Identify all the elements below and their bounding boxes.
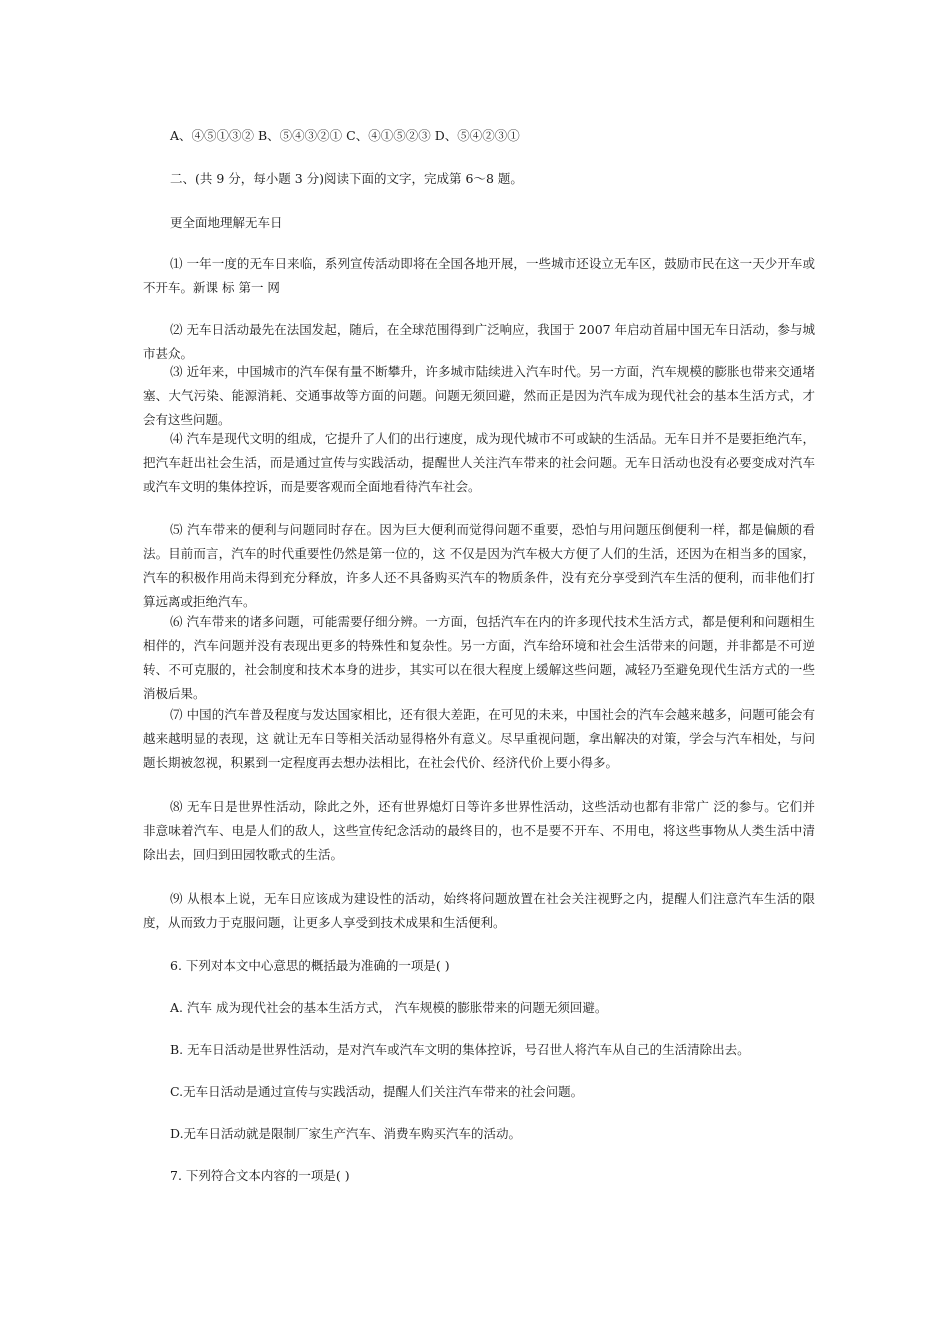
- answer-options-line: A、④⑤①③② B、⑤④③②① C、④①⑤②③ D、⑤④②③①: [170, 128, 520, 143]
- question-6: 6. 下列对本文中心意思的概括最为准确的一项是( ): [170, 958, 450, 973]
- paragraph-1: ⑴ 一年一度的无车日来临，系列宣传活动即将在全国各地开展，一些城市还设立无车区，鼓励市民在这一天少开车或不开车。新课 标 第一 网: [143, 256, 815, 295]
- section-heading: 二、(共 9 分，每小题 3 分)阅读下面的文字，完成第 6～8 题。: [170, 171, 523, 186]
- question-6-option-a: A. 汽车 成为现代社会的基本生活方式， 汽车规模的膨胀带来的问题无须回避。: [170, 1000, 608, 1015]
- question-6-option-c: C.无车日活动是通过宣传与实践活动，提醒人们关注汽车带来的社会问题。: [170, 1084, 584, 1099]
- article-title: 更全面地理解无车日: [170, 215, 283, 230]
- question-7: 7. 下列符合文本内容的一项是( ): [170, 1168, 350, 1183]
- paragraph-6: ⑹ 汽车带来的诸多问题，可能需要仔细分辨。一方面，包括汽车在内的许多现代技术生活方式，都是便利和问题相生相伴的，汽车问题并没有表现出更多的特殊性和复杂性。另一方面，汽车给环境和社会生活带来的问题，并非都是不可逆转、不可克服的，社会制度和技术本身的进步，其实可以在很大程度上缓解这些问题，减轻乃至避免现代生活方式的一些消极后果。: [143, 614, 815, 701]
- paragraph-7: ⑺ 中国的汽车普及程度与发达国家相比，还有很大差距，在可见的未来，中国社会的汽车会越来越多，问题可能会有越来越明显的表现，这 就让无车日等相关活动显得格外有意义。尽早重视问题，拿出解决的对策，学会与汽车相处，与问题长期被忽视，积累到一定程度再去想办法相比，在社会代价、经济代价上要小得多。: [143, 707, 815, 770]
- question-6-option-b: B. 无车日活动是世界性活动，是对汽车或汽车文明的集体控诉，号召世人将汽车从自己的生活清除出去。: [170, 1042, 750, 1057]
- paragraph-5: ⑸ 汽车带来的便利与问题同时存在。因为巨大便利而觉得问题不重要，恐怕与用问题压倒便利一样，都是偏颇的看法。目前而言，汽车的时代重要性仍然是第一位的，这 不仅是因为汽车极大方便了人们的生活，还因为在相当多的国家，汽车的积极作用尚未得到充分释放，许多人还不具备购买汽车的物质条件，没有充分享受到汽车生活的便利，而非他们打算远离或拒绝汽车。: [143, 522, 815, 609]
- paragraph-8: ⑻ 无车日是世界性活动，除此之外，还有世界熄灯日等许多世界性活动，这些活动也都有非常广 泛的参与。它们并非意味着汽车、电是人们的敌人，这些宣传纪念活动的最终目的，也不是要不开车、不用电，将这些事物从人类生活中清除出去，回归到田园牧歌式的生活。: [143, 799, 815, 862]
- paragraph-9: ⑼ 从根本上说，无车日应该成为建设性的活动，始终将问题放置在社会关注视野之内，提醒人们注意汽车生活的限度，从而致力于克服问题，让更多人享受到技术成果和生活便利。: [143, 891, 815, 930]
- paragraph-3: ⑶ 近年来，中国城市的汽车保有量不断攀升，许多城市陆续进入汽车时代。另一方面，汽车规模的膨胀也带来交通堵塞、大气污染、能源消耗、交通事故等方面的问题。问题无须回避，然而正是因为汽车成为现代社会的基本生活方式，才会有这些问题。: [143, 364, 815, 427]
- paragraph-4: ⑷ 汽车是现代文明的组成，它提升了人们的出行速度，成为现代城市不可或缺的生活品。无车日并不是要拒绝汽车，把汽车赶出社会生活，而是通过宣传与实践活动，提醒世人关注汽车带来的社会问题。无车日活动也没有必要变成对汽车或汽车文明的集体控诉，而是要客观而全面地看待汽车社会。: [143, 431, 815, 494]
- question-6-option-d: D.无车日活动就是限制厂家生产汽车、消费车购买汽车的活动。: [170, 1126, 522, 1141]
- paragraph-2: ⑵ 无车日活动最先在法国发起，随后，在全球范围得到广泛响应，我国于 2007 年启动首届中国无车日活动，参与城市甚众。: [143, 322, 815, 361]
